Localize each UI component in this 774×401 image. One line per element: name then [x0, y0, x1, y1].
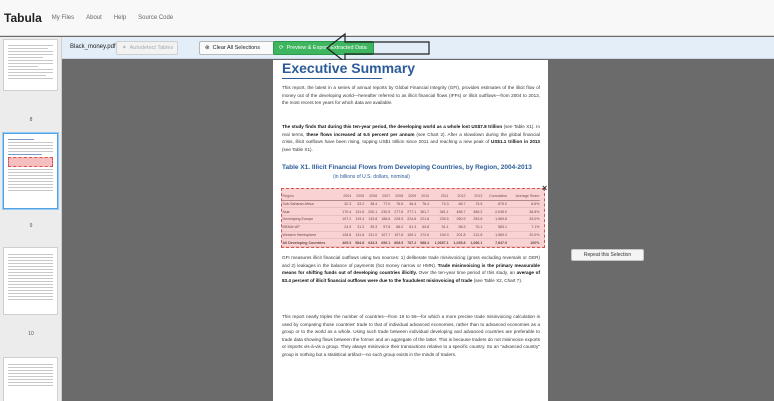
- measures-bold-2: average of 83.4 percent of illicit financial outflows were due to the fraudulent misinvoicing of trade: [282, 270, 540, 283]
- table-value-cell: 988.4: [417, 239, 430, 247]
- heading-rule: [282, 78, 382, 79]
- paragraph-intro: This report, the latest in a series of annual reports by Global Financial Integrity (GFI), provides estimates of the illicit flow of money out of the developing world—hereafter referred to as illicit financial flows (IFFs) or illicit outflows—from 2004 to 2013, the most recent ten years for which data are available.: [282, 85, 540, 106]
- table-header-cell: 2008: [391, 188, 404, 200]
- table-value-cell: 200.1: [365, 208, 378, 216]
- clear-all-selections-label: Clear All Selections: [212, 45, 260, 51]
- table-value-cell: 228.5: [391, 216, 404, 224]
- table-value-cell: 74.5: [466, 200, 483, 208]
- nav-my-files[interactable]: My Files: [51, 14, 75, 21]
- table-header-cell: 2013: [466, 188, 483, 200]
- table-value-cell: 76.4: [417, 200, 430, 208]
- measures-bold-1: Trade misinvoicing is the primary measurable means for shifting funds out of developing countries illicitly.: [282, 262, 540, 276]
- table-value-cell: 38.8%: [508, 208, 540, 216]
- table-value-cell: 221.8: [417, 216, 430, 224]
- thumbnail-page-number: 8: [29, 117, 33, 123]
- table-region-cell: Western Hemisphere: [282, 231, 339, 239]
- table-value-cell: 230.5: [378, 208, 391, 216]
- table-value-cell: 8.6%: [508, 200, 540, 208]
- repeat-selection-button[interactable]: Repeat this Selection: [571, 249, 644, 261]
- paragraph-findings: [282, 123, 540, 153]
- table-value-cell: 194.0: [430, 231, 449, 239]
- table-value-cell: 1,035.8: [449, 239, 466, 247]
- table-value-cell: 583.1: [483, 223, 508, 231]
- paragraph-methodology: This report nearly triples the number of countries—from 19 to 56—for which a more precise trade misinvoicing calculation is used by comparing those countries' trade to that of individual advanced economies, rather than to advanced economies as a group or to the world as a whole. Using such trade between individual developing and advanced countries are preferable to trade data showing flows between the former and an aggregate of the latter. This is because traders do not misinvoice exports or imports vis-à-vis a group. They always misinvoice their transactions relative to a specific country. So an "advanced country" group is nothing but a statistical artifact—no such group exists in the minds of traders.: [282, 314, 540, 357]
- table-value-cell: 201.8: [449, 231, 466, 239]
- table-value-cell: 361.7: [417, 208, 430, 216]
- findings-text-2: (see Chart 2). After a slowdown during the global financial crisis, illicit outflows have been rising, topping US$1 trillion since 2011 and reaching a new peak of: [282, 131, 540, 145]
- measures-text-2: Over the ten-year time period of this study, an: [416, 270, 517, 276]
- magic-wand-icon: ✦: [122, 45, 127, 51]
- table-value-cell: 35.3: [365, 223, 378, 231]
- table-value-cell: 38.4: [365, 200, 378, 208]
- paragraph-measures: [282, 254, 540, 284]
- table-value-cell: 381.1: [430, 208, 449, 216]
- table-value-cell: 86.2: [391, 223, 404, 231]
- table-value-cell: 25.0%: [508, 216, 540, 224]
- table-value-cell: 277.1: [404, 208, 417, 216]
- table-value-cell: 58.3: [449, 223, 466, 231]
- export-icon: ⟳: [279, 45, 284, 51]
- table-header-cell: 2006: [365, 188, 378, 200]
- table-header-cell: Average Share: [508, 188, 540, 200]
- findings-bold-3: US$1.1 trillion in 2013: [491, 139, 540, 145]
- table-value-cell: 100%: [508, 239, 540, 247]
- table-value-cell: 170.4: [339, 208, 352, 216]
- autodetect-tables-label: Autodetect Tables: [129, 45, 174, 51]
- table-region-cell: Asia: [282, 208, 339, 216]
- table-value-cell: 465.3: [339, 239, 352, 247]
- findings-text-1: (see Table X1). In real terms,: [282, 124, 541, 137]
- table-value-cell: 169.1: [404, 231, 417, 239]
- table-value-cell: 458.7: [449, 208, 466, 216]
- page-thumbnail[interactable]: [3, 247, 58, 315]
- table-value-cell: 68.7: [449, 200, 466, 208]
- table-value-cell: 128.8: [339, 231, 352, 239]
- table-region-cell: MENA+AP: [282, 223, 339, 231]
- table-value-cell: 188.6: [378, 216, 391, 224]
- table-header-cell: 2011: [430, 188, 449, 200]
- table-value-cell: 787.2: [404, 239, 417, 247]
- table-value-cell: 46.4: [404, 200, 417, 208]
- measures-text-3: (see Table X2, Chart 7).: [472, 277, 523, 283]
- page-thumbnail-sidebar[interactable]: [0, 37, 62, 401]
- table-value-cell: 486.2: [466, 208, 483, 216]
- table-value-cell: 107.2: [339, 216, 352, 224]
- table-value-cell: 131.8: [352, 231, 365, 239]
- table-title: Table X1. Illicit Financial Flows from Developing Countries, by Region, 2004-2013: [282, 164, 532, 171]
- table-value-cell: 224.6: [404, 216, 417, 224]
- table-value-cell: 1,0657.1: [430, 239, 449, 247]
- table-value-cell: 235.5: [430, 216, 449, 224]
- table-value-cell: 24.9: [339, 223, 352, 231]
- nav-help[interactable]: Help: [113, 14, 127, 21]
- table-region-cell: All Developing Countries: [282, 239, 339, 247]
- nav-source-code[interactable]: Source Code: [138, 14, 174, 21]
- table-value-cell: 675.0: [483, 200, 508, 208]
- table-header-cell: 2010: [417, 188, 430, 200]
- table-value-cell: 61.3: [404, 223, 417, 231]
- table-header-cell: Region: [282, 188, 339, 200]
- document-name: Black_money.pdf: [70, 44, 116, 50]
- table-value-cell: 253.6: [466, 216, 483, 224]
- pdf-page-view[interactable]: [273, 60, 548, 401]
- table-value-cell: 131.0: [365, 231, 378, 239]
- table-value-cell: 63.8: [417, 223, 430, 231]
- table-value-cell: 1,086.1: [466, 239, 483, 247]
- table-value-cell: 260.9: [449, 216, 466, 224]
- table-value-cell: 1,969.8: [483, 216, 508, 224]
- table-value-cell: 277.6: [391, 208, 404, 216]
- page-thumbnail-active[interactable]: [3, 133, 58, 209]
- table-value-cell: 91.1: [430, 223, 449, 231]
- nav-about[interactable]: About: [86, 14, 102, 21]
- table-value-cell: 1,569.3: [483, 231, 508, 239]
- clear-all-selections-button[interactable]: [199, 41, 277, 55]
- table-header-cell: 2009: [404, 188, 417, 200]
- table-value-cell: 76.6: [391, 200, 404, 208]
- autodetect-tables-button[interactable]: [116, 41, 178, 55]
- table-value-cell: 2,045.0: [483, 208, 508, 216]
- findings-bold-2: these flows increased at 6.5 percent per annum: [306, 131, 415, 137]
- findings-text-3: (see Table X1).: [282, 146, 313, 152]
- table-value-cell: 57.6: [378, 223, 391, 231]
- table-header-cell: 2012: [449, 188, 466, 200]
- table-value-cell: 119.4: [352, 216, 365, 224]
- table-value-cell: 70.1: [466, 223, 483, 231]
- table-subtitle: (in billions of U.S. dollars, nominal): [333, 174, 410, 180]
- table-value-cell: 133.8: [365, 216, 378, 224]
- table-value-cell: 584.8: [352, 239, 365, 247]
- table-value-cell: 107.7: [378, 231, 391, 239]
- table-value-cell: 77.0: [378, 200, 391, 208]
- table-region-cell: Sub-Saharan Africa: [282, 200, 339, 208]
- table-value-cell: 31.2: [352, 223, 365, 231]
- thumbnail-page-number: 9: [29, 223, 33, 229]
- table-value-cell: 173.6: [417, 231, 430, 239]
- brand-logo[interactable]: Tabula: [4, 10, 42, 25]
- table-value-cell: 643.3: [365, 239, 378, 247]
- thumbnail-page-number: 10: [28, 331, 34, 337]
- table-header-cell: 2007: [378, 188, 391, 200]
- table-header-cell: 2004: [339, 188, 352, 200]
- page-thumbnail[interactable]: [3, 39, 58, 91]
- table-value-cell: 32.3: [339, 200, 352, 208]
- preview-export-label: Preview & Export Extracted Data: [286, 45, 367, 51]
- table-region-cell: Developing Europe: [282, 216, 339, 224]
- table-value-cell: 7,847.9: [483, 239, 508, 247]
- table-value-cell: 7.1%: [508, 223, 540, 231]
- table-value-cell: 808.5: [391, 239, 404, 247]
- top-navbar: [0, 0, 774, 36]
- table-header-cell: Cumulative: [483, 188, 508, 200]
- table-value-cell: 212.8: [466, 231, 483, 239]
- table-value-cell: 157.8: [391, 231, 404, 239]
- clear-icon: ⊗: [205, 45, 210, 51]
- close-selection-icon[interactable]: ×: [542, 183, 548, 193]
- measures-text-1: GFI measures illicit financial outflows using two sources: 1) deliberate trade misinvoicing (gross excluding reversals or GER) and 2) leakages in the balance of payments (hot money narrow or HMN).: [282, 255, 540, 268]
- table-header-cell: 2005: [352, 188, 365, 200]
- findings-bold-1: The study finds that during this ten-year period, the developing world as a whole lost US$7.8 trillion: [282, 124, 503, 129]
- table-value-cell: 131.6: [352, 208, 365, 216]
- table-value-cell: 20.0%: [508, 231, 540, 239]
- page-thumbnail[interactable]: [3, 357, 58, 401]
- page-heading: Executive Summary: [282, 60, 416, 76]
- table-value-cell: 74.3: [430, 200, 449, 208]
- table-value-cell: 33.2: [352, 200, 365, 208]
- table-selection-region[interactable]: [281, 188, 545, 248]
- table-value-cell: 696.1: [378, 239, 391, 247]
